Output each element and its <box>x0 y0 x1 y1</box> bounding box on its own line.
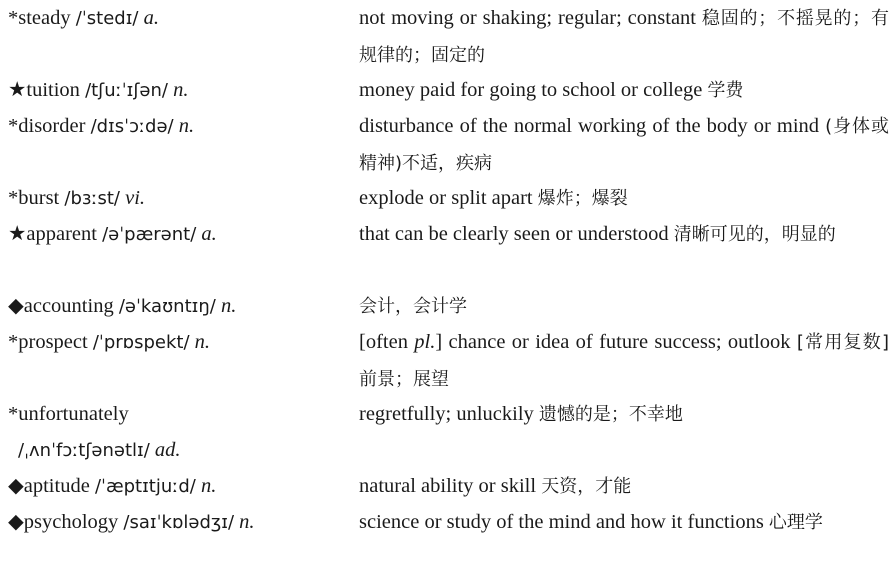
part-of-speech: a. <box>143 7 159 29</box>
definition <box>359 72 889 109</box>
term <box>8 288 353 325</box>
definition-zh: 学费 <box>707 80 744 101</box>
entry-marker: ★ <box>8 223 27 245</box>
phonetic: /ˈprɒspekt/ <box>92 332 190 353</box>
entry-marker: * <box>8 7 19 29</box>
entry-marker: * <box>8 187 19 209</box>
part-of-speech: n. <box>220 295 237 317</box>
definition <box>359 0 889 74</box>
definition-abbrev: pl. <box>414 331 436 353</box>
entry-marker: ◆ <box>8 475 24 497</box>
headword: disorder <box>18 115 86 137</box>
definition-zh: 遗憾的是；不幸地 <box>538 404 683 425</box>
definition-en: natural ability or skill <box>359 475 537 497</box>
phonetic: /ˈæptɪtjuːd/ <box>94 476 196 497</box>
entry-marker: * <box>8 331 19 353</box>
entry-marker: * <box>8 403 19 425</box>
term <box>8 180 353 217</box>
part-of-speech: n. <box>200 475 217 497</box>
definition-zh: 天资，才能 <box>541 476 632 497</box>
phonetic: /saɪˈkɒlədʒɪ/ <box>123 512 235 533</box>
definition <box>359 324 889 398</box>
entry-marker: ◆ <box>8 511 24 533</box>
definition-en: not moving or shaking; regular; constant <box>359 7 696 29</box>
term <box>8 216 353 253</box>
definition-en: science or study of the mind and how it functions <box>359 511 764 533</box>
part-of-speech: n. <box>173 79 189 101</box>
definition-en: money paid for going to school or college <box>359 79 703 101</box>
entry-marker: ◆ <box>8 295 24 317</box>
term <box>8 468 353 505</box>
headword: psychology <box>23 511 119 533</box>
definition-zh: 清晰可见的，明显的 <box>673 224 836 245</box>
definition <box>359 216 889 253</box>
term <box>8 504 353 541</box>
definition <box>359 108 889 182</box>
definition-zh: 会计，会计学 <box>359 296 467 317</box>
definition <box>359 180 889 217</box>
phonetic: /əˈkaʊntɪŋ/ <box>118 296 216 317</box>
term <box>8 324 353 361</box>
phonetic: /dɪsˈɔːdə/ <box>90 116 174 137</box>
entry-marker: ★ <box>8 79 27 101</box>
definition-prefix: [often <box>359 331 415 353</box>
definition <box>359 288 889 325</box>
definition-zh: 爆炸；爆裂 <box>537 188 628 209</box>
definition <box>359 504 889 541</box>
headword: apparent <box>26 223 97 245</box>
headword: tuition <box>26 79 80 101</box>
part-of-speech: vi. <box>125 187 146 209</box>
phonetic: /tʃuːˈɪʃən/ <box>85 80 168 101</box>
entry-marker: * <box>8 115 19 137</box>
headword: burst <box>18 187 60 209</box>
phonetic: /əˈpærənt/ <box>102 224 197 245</box>
definition-zh: (身体或精神)不适，疾病 <box>359 116 889 174</box>
headword: aptitude <box>23 475 90 497</box>
definition-en: disturbance of the normal working of the body or mind <box>359 115 820 137</box>
term <box>8 108 353 145</box>
definition-zh: 心理学 <box>768 512 823 533</box>
headword: steady <box>18 7 71 29</box>
headword: unfortunately <box>18 403 129 425</box>
term-continuation <box>8 432 353 469</box>
headword: prospect <box>18 331 88 353</box>
part-of-speech: a. <box>201 223 217 245</box>
definition <box>359 396 889 433</box>
headword: accounting <box>23 295 114 317</box>
definition-en: that can be clearly seen or understood <box>359 223 669 245</box>
part-of-speech: n. <box>194 331 211 353</box>
definition-en: explode or split apart <box>359 187 533 209</box>
term <box>8 0 353 37</box>
part-of-speech: n. <box>239 511 255 533</box>
phonetic: /ˌʌnˈfɔːtʃənətlɪ/ <box>18 440 150 461</box>
definition-en: ] chance or idea of future success; outlook <box>435 331 791 353</box>
term <box>8 396 353 469</box>
definition <box>359 468 889 505</box>
definition-en: regretfully; unluckily <box>359 403 534 425</box>
term <box>8 72 353 109</box>
phonetic: /ˈstedɪ/ <box>75 8 139 29</box>
definition-zh: [常用复数]前景；展望 <box>359 332 890 390</box>
part-of-speech: n. <box>178 115 195 137</box>
phonetic: /bɜːst/ <box>64 188 121 209</box>
definition-zh: 稳固的；不摇晃的；有规律的；固定的 <box>359 8 889 66</box>
part-of-speech: ad. <box>154 439 181 461</box>
